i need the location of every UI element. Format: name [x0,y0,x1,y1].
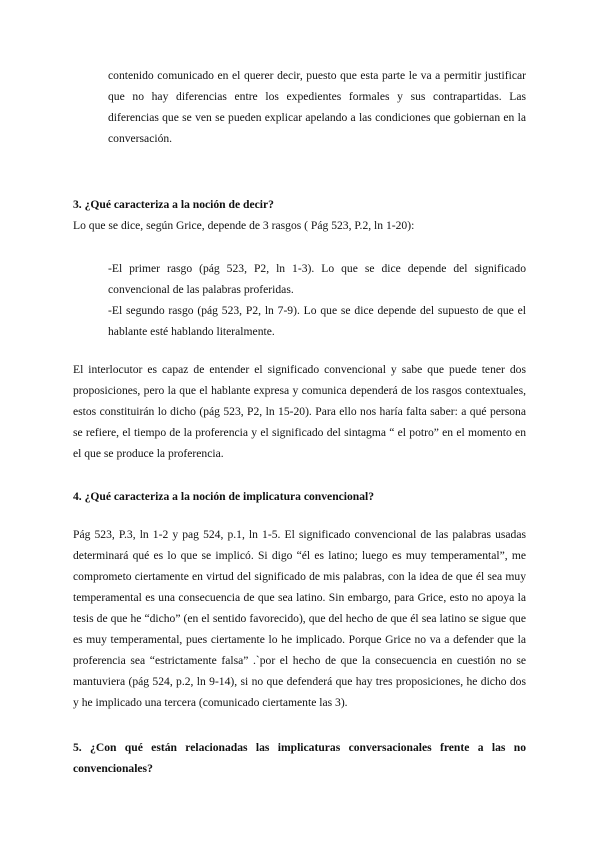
section-4-heading: 4. ¿Qué caracteriza a la noción de implicatura convencional? [73,490,375,503]
section-3-intro: Lo que se dice, según Grice, depende de 3 rasgos ( Pág 523, P.2, ln 1-20): [73,219,415,232]
section-3-paragraph: El interlocutor es capaz de entender el significado convencional y sabe que puede tener dos proposiciones, pero la que el hablante expresa y comunica dependerá de los rasgos contextuales, estos constituirán lo dicho (pág 523, P2, ln 15-20). Para ello nos haría falta saber: a qué persona se refiere, el tiempo de la proferencia y el significado del sintagma “ el potro” en el momento en el que se produce la proferencia. [73,363,526,460]
section-4-paragraph: Pág 523, P.3, ln 1-2 y pag 524, p.1, ln 1-5. El significado convencional de las palabras usadas determinará qué es lo que se implicó. Si digo “él es latino; luego es muy temperamental”, me comprometo ciertamente en virtud del significado de mis palabras, con la idea de que él sea muy temperamental es una consecuencia de que sea latino. Sin embargo, para Grice, esto no apoya la tesis de que he “dicho” (en el sentido favorecido), que del hecho de que él sea latino se sigue que es muy temperamental, pues ciertamente lo he implicado. Porque Grice no va a defender que la proferencia sea “estrictamente falsa” .`por el hecho de que la consecuencia en cuestión no se mantuviera (pág 524, p.2, ln 9-14), si no que defenderá que hay tres proposiciones, he dicho dos y he implicado una tercera (comunicado ciertamente las 3). [73,528,526,709]
section-5-heading: 5. ¿Con qué están relacionadas las implicaturas conversacionales frente a las no convencionales? [73,741,526,775]
trait-1-item: -El primer rasgo (pág 523, P2, ln 1-3). Lo que se dice depende del significado convencional de las palabras proferidas. [108,262,526,296]
continuation-paragraph: contenido comunicado en el querer decir, puesto que esta parte le va a permitir justificar que no hay diferencias entre los expedientes formales y sus contrapartidas. Las diferencias que se ven se pueden explicar apelando a las condiciones que gobiernan en la conversación. [108,69,526,145]
section-3-heading: 3. ¿Qué caracteriza a la noción de decir? [73,198,274,211]
trait-2-item: -El segundo rasgo (pág 523, P2, ln 7-9). Lo que se dice depende del supuesto de que el hablante esté hablando literalmente. [108,304,526,338]
